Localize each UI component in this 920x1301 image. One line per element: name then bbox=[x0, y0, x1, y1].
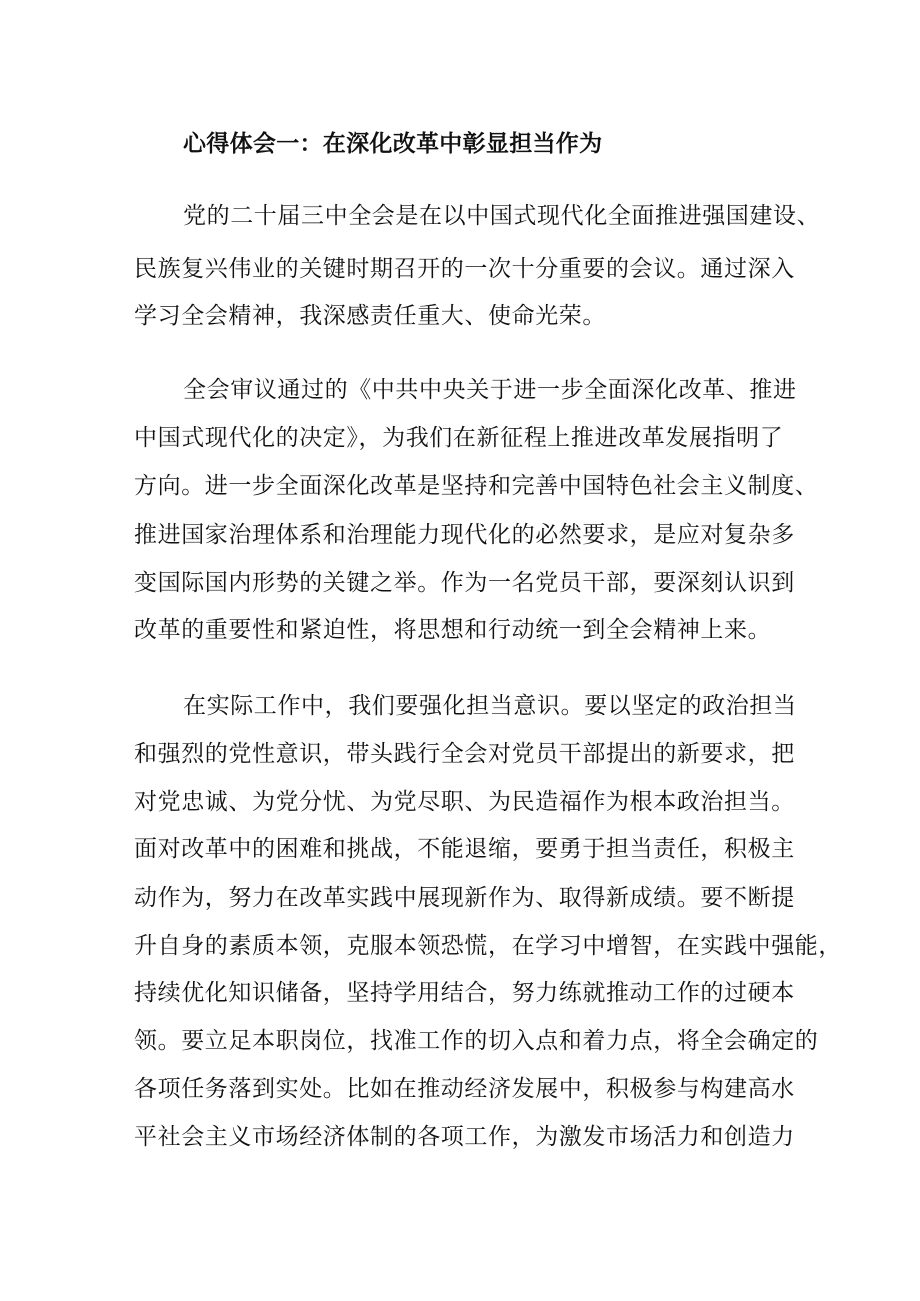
paragraph-3-line-9: 各项任务落到实处。比如在推动经济发展中，积极参与构建高水 bbox=[134, 1076, 795, 1102]
paragraph-3-line-4: 面对改革中的困难和挑战，不能退缩，要勇于担当责任，积极主 bbox=[134, 836, 795, 862]
paragraph-2-line-4: 推进国家治理体系和治理能力现代化的必然要求，是应对复杂多 bbox=[134, 522, 795, 548]
paragraph-3-line-7: 持续优化知识储备，坚持学用结合，努力练就推动工作的过硬本 bbox=[134, 980, 795, 1006]
paragraph-2-line-6: 改革的重要性和紧迫性，将思想和行动统一到全会精神上来。 bbox=[134, 617, 772, 643]
paragraph-3-line-3: 对党忠诚、为党分忧、为党尽职、为民造福作为根本政治担当。 bbox=[134, 789, 795, 815]
paragraph-3-line-2: 和强烈的党性意识，带头践行全会对党员干部提出的新要求，把 bbox=[134, 741, 795, 767]
paragraph-3-line-6: 升自身的素质本领，克服本领恐慌，在学习中增智，在实践中强能， bbox=[134, 933, 842, 959]
paragraph-2-line-5: 变国际国内形势的关键之举。作为一名党员干部，要深刻认识到 bbox=[134, 570, 795, 596]
paragraph-2-line-2: 中国式现代化的决定》，为我们在新征程上推进改革发展指明了 bbox=[134, 425, 784, 451]
paragraph-1-line-1: 党的二十届三中全会是在以中国式现代化全面推进强国建设、 bbox=[183, 203, 821, 229]
paragraph-3-line-1: 在实际工作中，我们要强化担当意识。要以坚定的政治担当 bbox=[183, 693, 797, 719]
paragraph-3-line-10: 平社会主义市场经济体制的各项工作，为激发市场活力和创造力 bbox=[134, 1124, 795, 1150]
paragraph-1-line-3: 学习全会精神，我深感责任重大、使命光荣。 bbox=[134, 303, 606, 329]
paragraph-1-line-2: 民族复兴伟业的关键时期召开的一次十分重要的会议。通过深入 bbox=[134, 256, 795, 282]
document-title: 心得体会一：在深化改革中彰显担当作为 bbox=[183, 131, 603, 157]
paragraph-3-line-8: 领。要立足本职岗位，找准工作的切入点和着力点，将全会确定的 bbox=[134, 1028, 819, 1054]
paragraph-3-line-5: 动作为，努力在改革实践中展现新作为、取得新成绩。要不断提 bbox=[134, 885, 795, 911]
paragraph-2-line-1: 全会审议通过的《中共中央关于进一步全面深化改革、推进 bbox=[183, 377, 797, 403]
paragraph-2-line-3: 方向。进一步全面深化改革是坚持和完善中国特色社会主义制度、 bbox=[134, 473, 819, 499]
